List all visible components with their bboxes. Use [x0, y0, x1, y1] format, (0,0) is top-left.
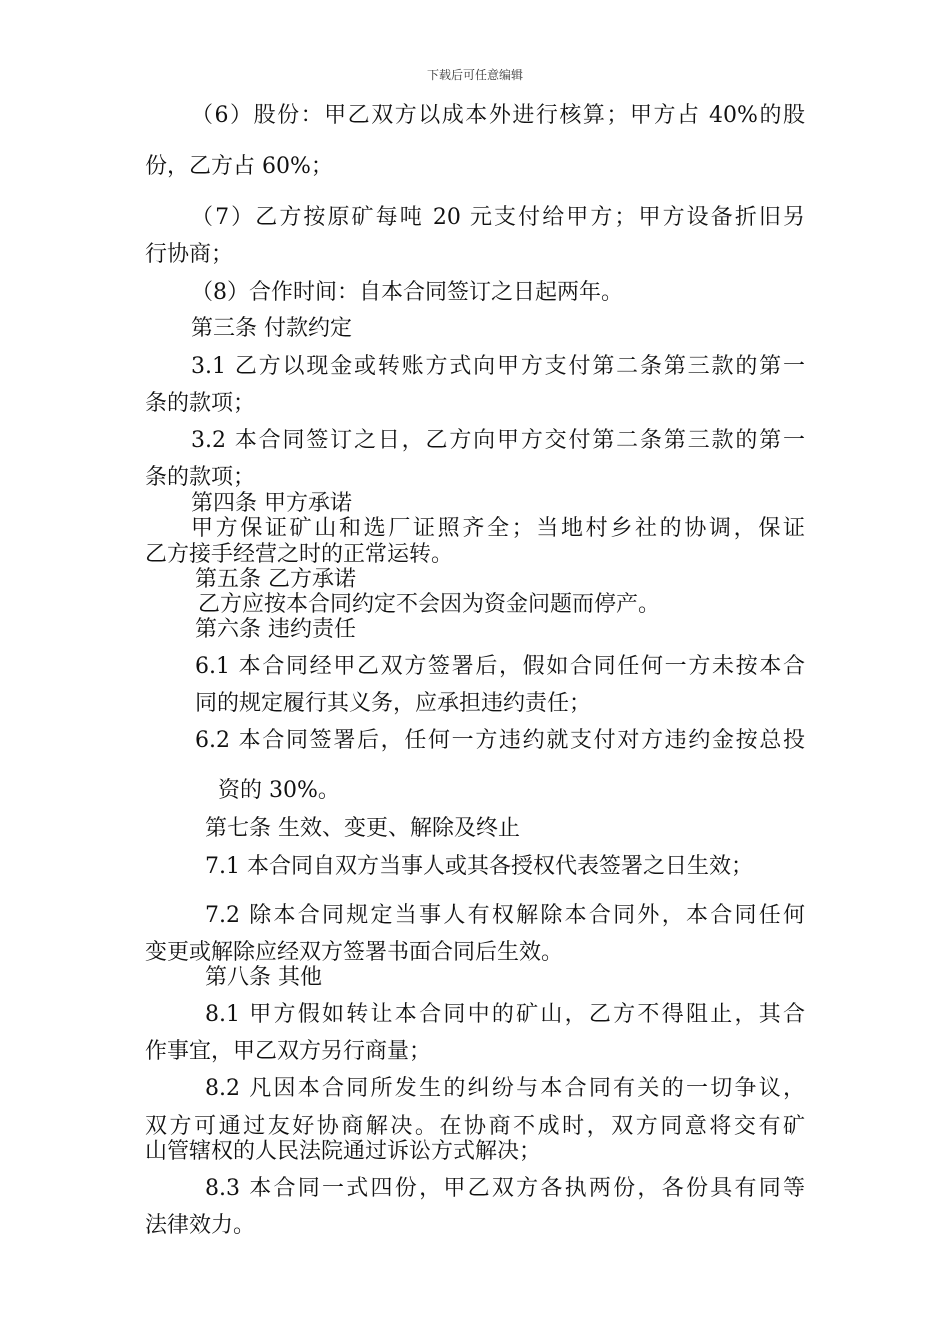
paragraph-line: 山管辖权的人民法院通过诉讼方式解决； [145, 1139, 542, 1164]
section-heading: 第四条 甲方承诺 [191, 491, 352, 516]
paragraph-line: 8.1 甲方假如转让本合同中的矿山，乙方不得阻止，其合 [205, 1002, 805, 1027]
paragraph-line: 同的规定履行其义务，应承担违约责任； [195, 691, 592, 716]
paragraph-line: （6）股份：甲乙双方以成本外进行核算；甲方占 40%的股 [191, 103, 805, 128]
page-header: 下载后可任意编辑 [426, 68, 523, 82]
paragraph-line: 变更或解除应经双方签署书面合同后生效。 [145, 940, 564, 965]
paragraph-line: 条的款项； [145, 465, 256, 490]
paragraph-line: 条的款项； [145, 391, 256, 416]
paragraph-line: 资的 30%。 [218, 778, 340, 803]
section-heading: 第三条 付款约定 [191, 316, 352, 341]
section-heading: 第七条 生效、变更、解除及终止 [205, 816, 520, 841]
paragraph-line: 乙方应按本合同约定不会因为资金问题而停产。 [198, 592, 661, 617]
paragraph-line: 6.1 本合同经甲乙双方签署后，假如合同任何一方未按本合 [195, 654, 805, 679]
paragraph-line: 7.2 除本合同规定当事人有权解除本合同外，本合同任何 [205, 903, 805, 928]
paragraph-line: 7.1 本合同自双方当事人或其各授权代表签署之日生效； [205, 854, 753, 879]
paragraph-line: 8.3 本合同一式四份，甲乙双方各执两份，各份具有同等 [205, 1176, 805, 1201]
paragraph-line: 双方可通过友好协商解决。在协商不成时，双方同意将交有矿 [145, 1114, 805, 1139]
section-heading: 第六条 违约责任 [195, 617, 356, 642]
paragraph-line: 乙方接手经营之时的正常运转。 [145, 542, 454, 567]
section-heading: 第五条 乙方承诺 [195, 567, 356, 592]
paragraph-line: （7）乙方按原矿每吨 20 元支付给甲方；甲方设备折旧另 [191, 205, 805, 230]
section-heading: 第八条 其他 [205, 965, 322, 990]
paragraph-line: 8.2 凡因本合同所发生的纠纷与本合同有关的一切争议， [205, 1076, 805, 1101]
paragraph-line: （8）合作时间：自本合同签订之日起两年。 [191, 280, 623, 305]
paragraph-line: 法律效力。 [145, 1213, 256, 1238]
paragraph-line: 作事宜，甲乙双方另行商量； [145, 1039, 432, 1064]
paragraph-line: 行协商； [145, 242, 234, 267]
paragraph-line: 甲方保证矿山和选厂证照齐全；当地村乡社的协调，保证 [191, 516, 805, 541]
paragraph-line: 份，乙方占 60%； [145, 154, 333, 179]
paragraph-line: 3.2 本合同签订之日，乙方向甲方交付第二条第三款的第一 [191, 428, 805, 453]
paragraph-line: 6.2 本合同签署后，任何一方违约就支付对方违约金按总投 [195, 728, 805, 753]
paragraph-line: 3.1 乙方以现金或转账方式向甲方支付第二条第三款的第一 [191, 354, 805, 379]
